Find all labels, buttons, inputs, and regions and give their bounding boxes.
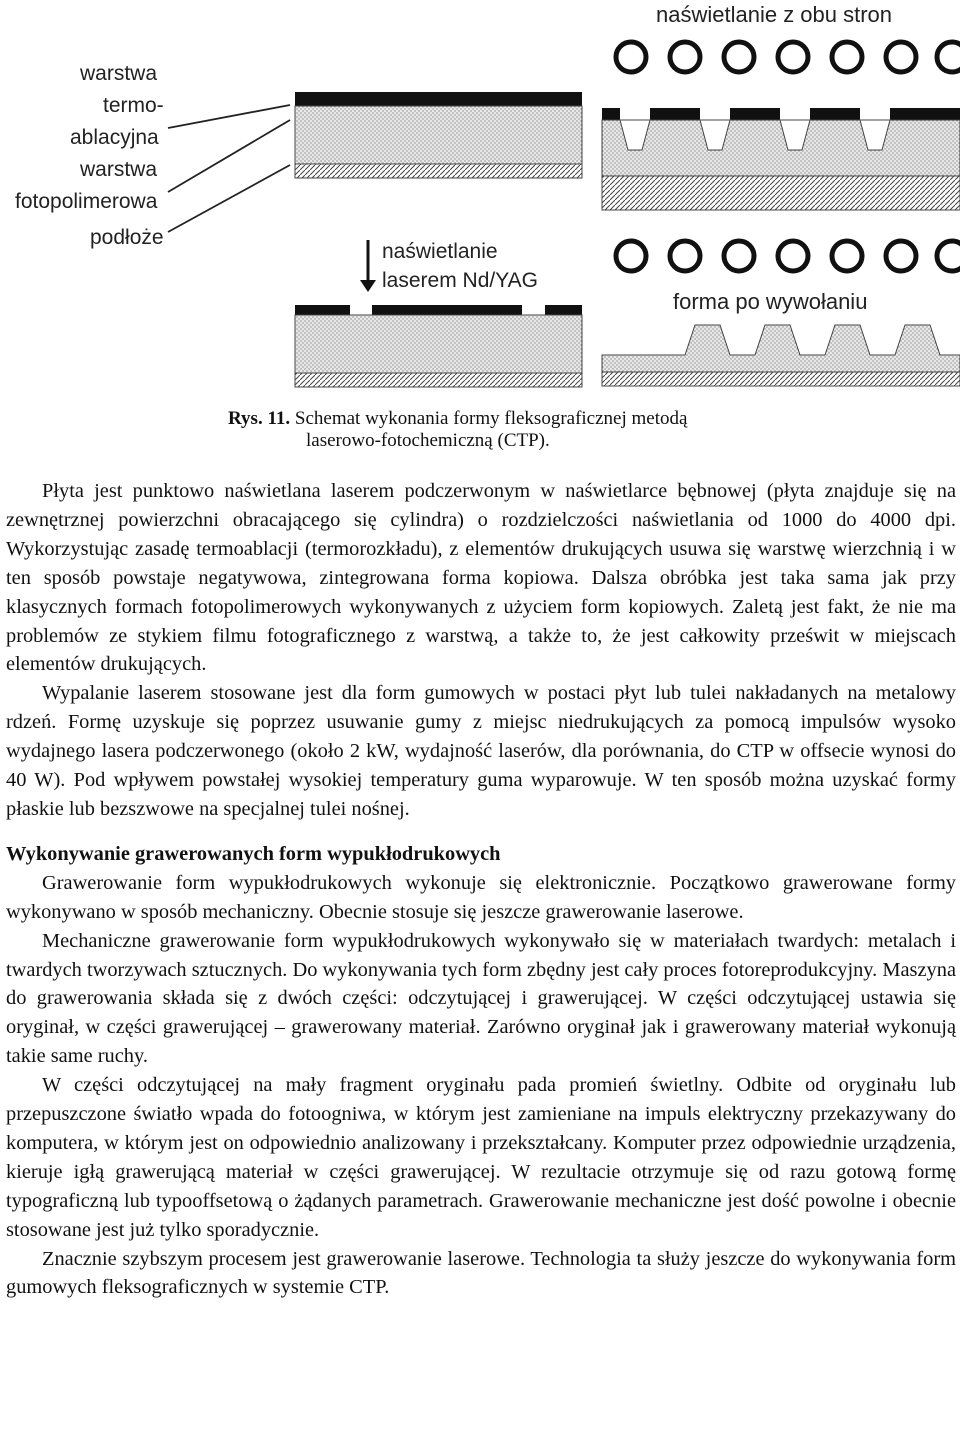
label-naswietlanie-obu-stron: naświetlanie z obu stron <box>656 2 893 27</box>
label-termo: termo- <box>103 94 164 117</box>
plate-exposed <box>602 108 960 210</box>
paragraph-6: Znacznie szybszym procesem jest grawerowanie laserowe. Technologia ta służy jeszcze do wykonywania form gumowych fleksograficznych w systemie CTP. <box>6 1247 956 1299</box>
paragraph-3: Grawerowanie form wypukłodrukowych wykonuje się elektronicznie. Początkowo grawerowane formy wykonywano w sposób mechaniczny. Obecnie stosuje się jeszcze grawerowanie laserowe. <box>6 871 956 923</box>
caption-number: Rys. 11. <box>228 408 291 429</box>
figure-caption <box>228 408 788 452</box>
label-fotopolimerowa: fotopolimerowa <box>15 190 158 213</box>
lamps-top <box>616 42 960 72</box>
paragraph-4: Mechaniczne grawerowanie form wypukłodrukowych wykonywało się w materiałach twardych: metalach i twardych tworzywach sztucznych. Do wykonywania tych form zbędny jest cały proces fotoreprodukcyjny. Maszyna do grawerowania składa się z dwóch części: odczytującej i grawerującej. W części odczytującej ustawia się oryginał, w części grawerującej – grawerowany materiał. Zarówno oryginał jak i grawerowany materiał wykonują takie same ruchy. <box>6 929 956 1068</box>
laser-arrow <box>360 240 376 292</box>
plate-after-laser <box>295 305 582 387</box>
caption-line1: Schemat wykonania formy fleksograficznej metodą <box>294 408 688 429</box>
label-laser-ndyag: laserem Nd/YAG <box>382 269 538 292</box>
label-podloze: podłoże <box>90 226 164 249</box>
paragraph-2: Wypalanie laserem stosowane jest dla form gumowych w postaci płyt lub tulei nakładanych na metalowy rdzeń. Formę uzyskuje się poprzez usuwanie gumy z miejsc niedrukujących za pomocą impulsów wysoko wydajnego lasera podczerwonego (około 2 kW, wydajność laserów, dla porównania, do CTP w offsecie wynosi do 40 W). Pod wpływem powstałej wysokiej temperatury guma wyparowuje. W ten sposób można uzyskać formy płaskie lub bezszwowe na specjalnej tulei nośnej. <box>6 682 956 820</box>
label-naswietlanie: naświetlanie <box>382 240 498 263</box>
ctp-process-diagram <box>0 0 960 400</box>
plate-initial <box>295 92 582 178</box>
label-forma-po-wywolaniu: forma po wywołaniu <box>673 289 868 314</box>
section-heading: Wykonywanie grawerowanych form wypukłodrukowych <box>6 842 501 865</box>
paragraph-5: W części odczytującej na mały fragment oryginału pada promień świetlny. Odbite od oryginału lub przepuszczone światło wpada do fotoogniwa, w którym jest zamieniane na impuls elektryczny przekazywany do komputera, w którym jest on odpowiednio analizowany i przekształcany. Komputer przez odpowiednie urządzenia, kieruje igłą grawerującą materiał w części grawerującej. W rezultacie otrzymuje się od razu gotową formę typograficzną lub typooffsetową o żądanych parametrach. Grawerowanie mechaniczne jest dość powolne i obecnie stosowane jest już tylko sporadycznie. <box>6 1074 956 1241</box>
label-ablacyjna: ablacyjna <box>70 126 159 149</box>
caption-line2: laserowo-fotochemiczną (CTP). <box>306 430 550 451</box>
plate-developed <box>602 325 960 386</box>
label-warstwa-2: warstwa <box>80 158 158 181</box>
document-body <box>6 477 956 1302</box>
label-warstwa-1: warstwa <box>80 62 158 85</box>
layer-labels <box>15 62 164 249</box>
leader-lines <box>168 105 290 232</box>
paragraph-1: Płyta jest punktowo naświetlana laserem podczerwonym w naświetlarce bębnowej (płyta znajduje się na zewnętrznej powierzchni obracającego się cylindra) o rozdzielczości naświetlania od 1000 do 4000 dpi. Wykorzystując zasadę termoablacji (termorozkładu), z elementów drukujących usuwa się warstwę wierzchnią i w ten sposób powstaje negatywowa, zintegrowana forma kopiowa. Dalsza obróbka jest taka sama jak przy klasycznych formach fotopolimerowych wykonywanych z użyciem form kopiowych. Zaletą jest fakt, że nie ma problemów ze stykiem filmu fotograficznego z warstwą, a także to, że jest całkowity prześwit w miejscach elementów drukujących. <box>6 480 956 676</box>
lamps-bottom <box>616 241 960 271</box>
